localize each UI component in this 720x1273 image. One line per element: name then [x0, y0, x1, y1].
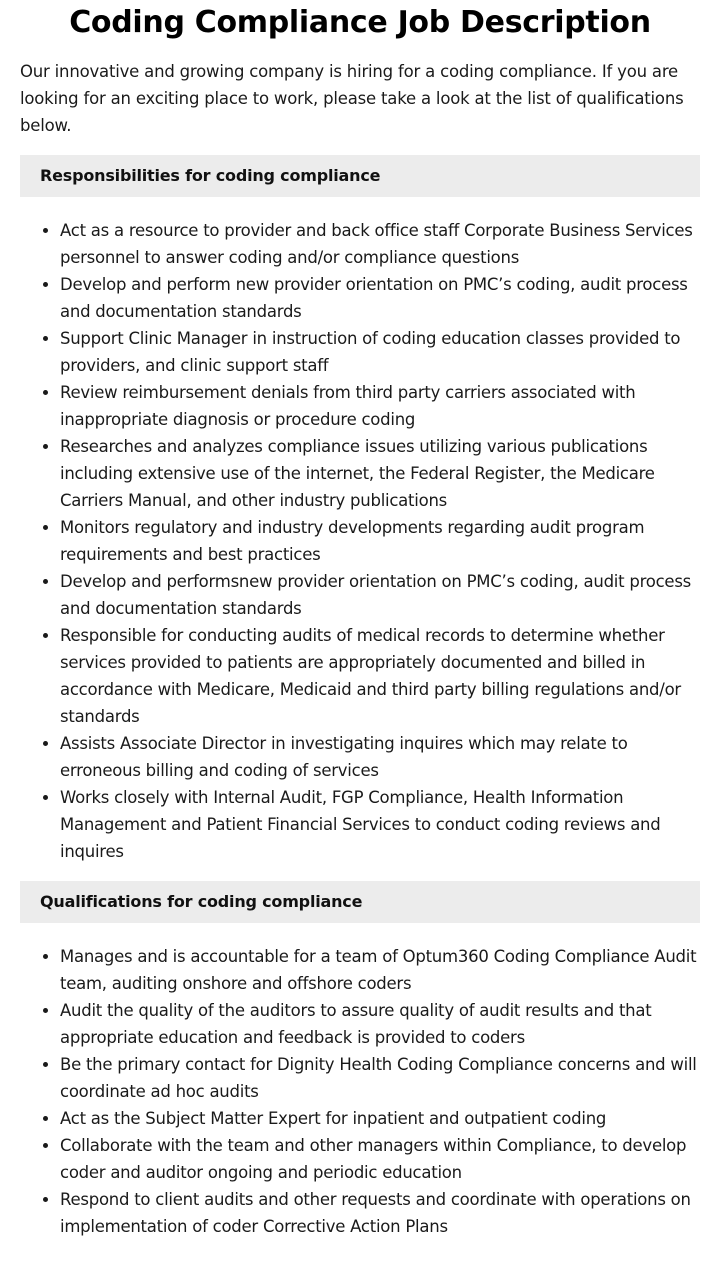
list-item: • Be the primary contact for Dignity Health Coding Compliance concerns and will coordinate ad hoc audits	[60, 1051, 700, 1105]
list-item: • Assists Associate Director in investigating inquires which may relate to erroneous billing and coding of services	[60, 730, 700, 784]
list-item: • Develop and perform new provider orientation on PMC’s coding, audit process and documentation standards	[60, 271, 700, 325]
list-item: • Works closely with Internal Audit, FGP Compliance, Health Information Management and Patient Financial Services to conduct coding reviews and inquires	[60, 784, 700, 865]
list-item: • Audit the quality of the auditors to assure quality of audit results and that appropriate education and feedback is provided to coders	[60, 997, 700, 1051]
list-item: • Respond to client audits and other requests and coordinate with operations on implementation of coder Corrective Action Plans	[60, 1186, 700, 1240]
qualifications-list	[20, 943, 700, 1240]
list-item: • Researches and analyzes compliance issues utilizing various publications including extensive use of the internet, the Federal Register, the Medicare Carriers Manual, and other industry publications	[60, 433, 700, 514]
list-item: • Responsible for conducting audits of medical records to determine whether services provided to patients are appropriately documented and billed in accordance with Medicare, Medicaid and third party billing regulations and/or standards	[60, 622, 700, 730]
list-item: • Develop and performsnew provider orientation on PMC’s coding, audit process and documentation standards	[60, 568, 700, 622]
list-item: • Manages and is accountable for a team of Optum360 Coding Compliance Audit team, auditing onshore and offshore coders	[60, 943, 700, 997]
list-item: • Review reimbursement denials from third party carriers associated with inappropriate diagnosis or procedure coding	[60, 379, 700, 433]
list-item: • Monitors regulatory and industry developments regarding audit program requirements and best practices	[60, 514, 700, 568]
list-item: • Collaborate with the team and other managers within Compliance, to develop coder and auditor ongoing and periodic education	[60, 1132, 700, 1186]
list-item: • Act as a resource to provider and back office staff Corporate Business Services personnel to answer coding and/or compliance questions	[60, 217, 700, 271]
page-title: Coding Compliance Job Description	[69, 5, 651, 40]
responsibilities-heading: Responsibilities for coding compliance	[20, 155, 700, 197]
list-item: • Support Clinic Manager in instruction of coding education classes provided to providers, and clinic support staff	[60, 325, 700, 379]
responsibilities-list	[20, 217, 700, 865]
intro-paragraph: Our innovative and growing company is hiring for a coding compliance. If you are looking for an exciting place to work, please take a look at the list of qualifications below.	[20, 62, 684, 135]
list-item: • Act as the Subject Matter Expert for inpatient and outpatient coding	[60, 1105, 700, 1132]
qualifications-heading: Qualifications for coding compliance	[20, 881, 700, 923]
